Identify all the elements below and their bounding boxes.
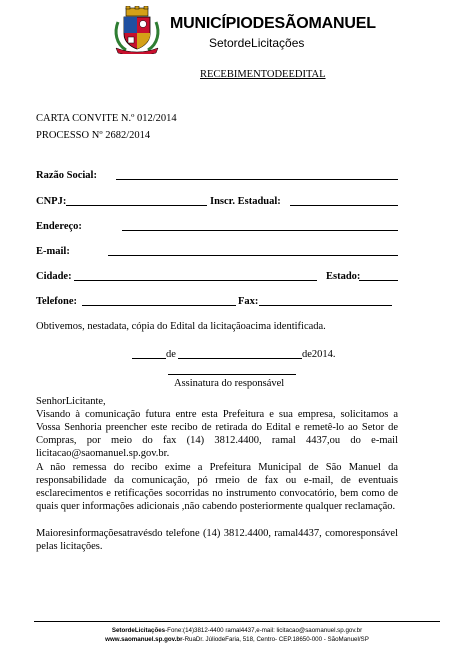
footer-address: -RuaDr. JúliodeFaria, 518, Centro- CEP.18650-000 - SãoManuel/SP (182, 636, 369, 643)
obtivemos-text: Obtivemos, nestadata, cópia do Edital da licitaçãoacima identificada. (36, 321, 326, 332)
footer-address-line (0, 636, 474, 643)
razao-social-line (116, 179, 398, 180)
cidade-line (74, 280, 317, 281)
email-line (108, 255, 398, 256)
paragraph-responsibility: A não remessa do recibo exime a Prefeitura Municipal de São Manuel da responsabilidade da comunicação, pó rmeio de fax ou e-mail, de eventuais esclarecimentos e retificações socorridas no instrumento convocatório, bem como de quais quer informações adicionais ,não cabendo posteriormente qualquer reclamação. (36, 462, 398, 512)
municipal-coat-of-arms-icon (112, 6, 162, 54)
cnpj-line (66, 205, 207, 206)
cidade-label: Cidade: (36, 271, 72, 282)
footer-divider (34, 621, 440, 622)
footer-contact-line (0, 627, 474, 634)
date-day-line (132, 358, 166, 359)
endereco-line (122, 230, 398, 231)
date-month-line (178, 358, 302, 359)
signature-line (168, 374, 296, 375)
department-subtitle: SetordeLicitações (209, 36, 305, 50)
carta-convite-number: CARTA CONVITE N.º 012/2014 (36, 113, 177, 124)
inscr-estadual-line (290, 205, 398, 206)
municipality-title: MUNICÍPIODESÃOMANUEL (170, 15, 376, 32)
document-heading: RECEBIMENTODEEDITAL (200, 69, 326, 80)
footer-website: www.saomanuel.sp.gov.br (105, 636, 183, 643)
processo-number: PROCESSO Nº 2682/2014 (36, 130, 151, 141)
razao-social-label: Razão Social: (36, 170, 97, 181)
footer-department: SetordeLicitações (111, 627, 166, 634)
estado-label: Estado: (326, 271, 361, 282)
estado-line (359, 280, 398, 281)
paragraph-more-info: Maioresinformaçõesatravésdo telefone (14) 3812.4400, ramal4437, comoresponsável pelas licitações. (36, 528, 398, 552)
endereco-label: Endereço: (36, 221, 82, 232)
signature-caption: Assinatura do responsável (174, 378, 285, 389)
fax-label: Fax: (238, 296, 259, 307)
footer-contact: -Fone:(14)3812-4400 ramal4437,e-mail: licitacao@saomanuel.sp.gov.br (165, 627, 363, 634)
fax-line (259, 305, 392, 306)
telefone-line (82, 305, 236, 306)
email-label: E-mail: (36, 246, 70, 257)
paragraph-communication: Visando à comunicação futura entre esta Prefeitura e sua empresa, solicitamos a Vossa Senhoria preencher este recibo de retirada do Edital e remetê-lo ao Setor de Compras, por meio do fax (14) 3812.4400, ramal 4437,ou do e-mail licitacao@saomanuel.sp.gov.br. (36, 409, 398, 459)
date-de-1: de (166, 349, 176, 360)
salutation: SenhorLicitante, (36, 396, 106, 407)
cnpj-label: CNPJ: (36, 196, 67, 207)
telefone-label: Telefone: (36, 296, 78, 307)
inscr-estadual-label: Inscr. Estadual: (210, 196, 281, 207)
date-de-2: de2014. (302, 349, 336, 360)
